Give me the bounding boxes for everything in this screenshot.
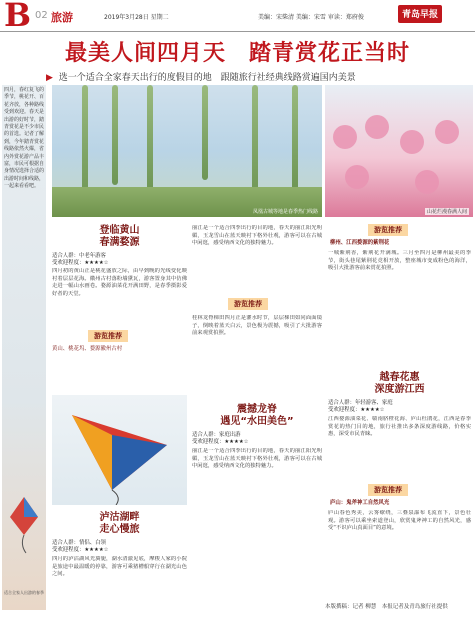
main-photo bbox=[52, 85, 322, 217]
longji-body: 丽江是一个适合四季出行的目的地，春天的丽江阳光明媚，玉龙雪山在蓝天映衬下格外壮观，游客可以在古城中闲逛，感受纳西文化的独特魅力。 bbox=[192, 448, 322, 470]
page-subhead bbox=[46, 70, 446, 83]
longji-title: 震撼龙脊 遇见“水田美色” bbox=[220, 404, 294, 427]
page-header bbox=[0, 0, 475, 32]
right-tag-1: 游览推荐 bbox=[368, 224, 408, 236]
lushan-title: 泸沽湖畔 走心慢旅 bbox=[99, 512, 140, 535]
left-column-text: 四月，春红复飞的季节，桃花开、百花齐放，各种路线受到欢迎。春天是出游的好时节，踏青赏花是不少市民的首选。记者了解到，今年踏青赏花线路依然火爆，省内外赏花游产品丰富，市民可根据自身情况选择合适的出游时间和线路，一起来看看吧。 bbox=[4, 87, 45, 190]
page-headline: 最美人间四月天 踏青赏花正当时 bbox=[64, 41, 410, 66]
mid-body-1: 丽江是一个适合四季出行的目的地，春天的丽江阳光明媚，玉龙雪山在蓝天映衬下格外壮观，游客可以在古城中闲逛，感受纳西文化的独特魅力。 bbox=[192, 225, 322, 247]
main-photo-caption: 凤凰古城等地是春季热门线路 bbox=[252, 209, 318, 215]
right-subtitle-1: 柳州、江西婺源的紫荆花 bbox=[330, 240, 390, 246]
mid-body-2: 桂林龙脊梯田四月正是灌水时节，层层梯田如同面面镜子，倒映着蓝天白云，景色极为震撼，吸引了大批游客前来观赏拍照。 bbox=[192, 315, 322, 337]
subhead-text: 选一个适合全家春天出行的度假目的地 跟随旅行社经典线路赏遍国内美景 bbox=[58, 73, 356, 83]
page-number: 02 bbox=[35, 10, 48, 21]
issue-date: 2019年3月28日 星期二 bbox=[104, 14, 169, 21]
huangshan-tag: 游览推荐 bbox=[88, 330, 128, 342]
mid-tag: 游览推荐 bbox=[228, 298, 268, 310]
huangshan-tag-text: 黄山、桃花坞、婺源徽州古村 bbox=[52, 346, 123, 352]
arrow-icon: ▶ bbox=[46, 73, 53, 83]
lushan2-body: 庐山春色秀美，云雾缭绕，三叠泉瀑布飞流直下，景色壮观。游客可以乘坐索道登山，欣赏鬼斧神工的自然风光，感受“不识庐山真面目”的意境。 bbox=[328, 510, 471, 532]
section-name: 旅游 bbox=[51, 11, 73, 24]
left-column bbox=[2, 85, 46, 610]
huangshan-title: 登临黄山 春满婺源 bbox=[99, 225, 140, 248]
jiangxi-body: 江西婺源油菜花、赣南脐橙花海、庐山杜鹃花，江西是春季赏花的热门目的地，旅行社推出多条深度游线路，价格实惠，深受市民青睐。 bbox=[328, 416, 471, 438]
blossom-photo bbox=[325, 85, 473, 217]
newspaper-logo: 青岛早报 bbox=[398, 5, 442, 23]
section-letter: B bbox=[4, 0, 32, 34]
jiangxi-meta: 适合人群：年轻游客、家庭 受欢迎程度：★★★★☆ bbox=[328, 400, 393, 413]
page-footer: 本版撰稿：记者 柳慧 本报记者及青岛旅行社提供 bbox=[325, 604, 448, 610]
jiangxi-title: 越春花惠 深度游江西 bbox=[374, 372, 425, 395]
staff-line: 美编：宋柴清 美编：宋雪 审读：郑府俊 bbox=[258, 14, 364, 21]
right-body-1: 一城紫荆香，紫荆花开满城。三月至四月是柳州最美的季节，街头巷尾紫荆花竞相开放，整座城市变成粉色的海洋，吸引大批游客前来赏花拍照。 bbox=[328, 250, 471, 272]
longji-meta: 适合人群：家庭出游 受欢迎程度：★★★★☆ bbox=[192, 432, 249, 445]
lushan-body: 四月的泸沽湖风光旖旎，湖水清澈见底，摩梭人家的小院是旅途中最温暖的停靠，游客可乘猪槽船穿行在湖光山色之间。 bbox=[52, 556, 187, 578]
kite-icon bbox=[8, 495, 40, 555]
blossom-photo-caption: 山花烂漫春满人间 bbox=[426, 209, 467, 215]
kite-illustration bbox=[52, 395, 187, 505]
huangshan-body: 四月初的黄山正是桃花盛放之际，由早到晚的光线变化映衬着层层花海。徽州古村落粉墙黛瓦，游客置身其中仿佛走进一幅山水画卷。婺源油菜花开满田野，是春季摄影爱好者的天堂。 bbox=[52, 268, 187, 297]
left-column-caption: 适合全家人出游的春季 bbox=[4, 590, 44, 595]
right-tag-2: 游览推荐 bbox=[368, 484, 408, 496]
kite-photo bbox=[52, 395, 187, 505]
lushan2-title: 庐山：鬼斧神工自然风光 bbox=[330, 500, 390, 506]
lushan-meta: 适合人群：情侣、白领 受欢迎程度：★★★★☆ bbox=[52, 540, 109, 553]
huangshan-meta: 适合人群：中老年游客 受欢迎程度：★★★★☆ bbox=[52, 253, 109, 266]
